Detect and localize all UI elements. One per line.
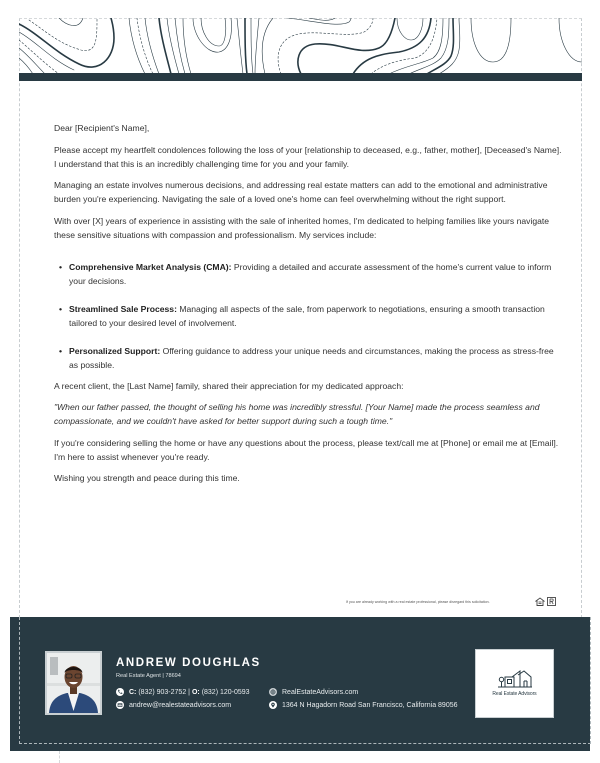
topographic-header	[19, 18, 582, 74]
globe-icon	[269, 688, 277, 696]
testimonial-quote: "When our father passed, the thought of selling his home was incredibly stressful. [Your Name] made the process seamless and compassionate, and we couldn't have asked for better support during such a tough time."	[54, 402, 540, 426]
office-phone[interactable]: (832) 120-0593	[201, 688, 250, 696]
agent-website[interactable]: RealEstateAdvisors.com	[282, 688, 359, 696]
phone-icon	[116, 688, 124, 696]
paragraph-estate: Managing an estate involves numerous decisions, and addressing real estate matters can add to the emotional and administrative burden you're experiencing. Navigating the sale of a loved one's home can feel overwhelming without the right support.	[54, 180, 548, 204]
fold-guide	[59, 751, 61, 763]
website-row	[269, 688, 358, 696]
service-title: Streamlined Sale Process:	[69, 303, 177, 314]
agent-photo	[45, 651, 102, 715]
realtor-icon	[547, 597, 556, 606]
paragraph-experience: With over [X] years of experience in assisting with the sale of inherited homes, I'm dedicated to helping families like yours navigate these sensitive situations with compassion and professionalism. My services include:	[54, 215, 550, 240]
cell-phone[interactable]: (832) 903-2752	[138, 688, 187, 696]
service-text: Managing all aspects of the sale, from paperwork to negotiations, ensuring a smooth transaction tailored to your desired level of involvement.	[69, 303, 545, 328]
phone-row	[116, 688, 250, 696]
header-bar	[19, 73, 582, 81]
cell-label: C:	[129, 688, 137, 696]
agent-name: ANDREW DOUGHLAS	[116, 657, 261, 669]
testimonial-intro: A recent client, the [Last Name] family, shared their appreciation for my dedicated approach:	[54, 380, 404, 391]
logo-text: Real Estate Advisors	[492, 691, 537, 697]
closing: Wishing you strength and peace during this time.	[54, 473, 240, 483]
paragraph-condolences: Please accept my heartfelt condolences following the loss of your [relationship to deceased, e.g., father, mother], [Deceased's Name]. I understand that this is an incredibly challenging time for you and your family.	[54, 144, 562, 169]
service-item	[69, 260, 564, 288]
brokerage-logo	[475, 649, 554, 718]
agent-address: 1364 N Hagadorn Road San Francisco, California 89056	[282, 701, 458, 709]
service-text: Providing a detailed and accurate assessment of the home's current value to inform your decisions.	[69, 261, 552, 286]
email-icon	[116, 701, 124, 709]
equal-housing-icon	[535, 597, 545, 606]
address-row	[269, 701, 458, 709]
letter-body	[54, 121, 564, 493]
contour-lines	[19, 18, 582, 74]
greeting: Dear [Recipient's Name],	[54, 123, 150, 133]
map-pin-icon	[269, 701, 277, 709]
agent-email[interactable]: andrew@realestateadvisors.com	[129, 701, 232, 709]
service-item	[69, 344, 564, 372]
call-to-action: If you're considering selling the home or have any questions about the process, please text/call me at [Phone] or email me at [Email]. I'm here to assist whenever you're ready.	[54, 437, 559, 462]
office-label: O:	[191, 688, 200, 696]
disclaimer: If you are already working with a real estate professional, please disregard this solicitation.	[346, 600, 490, 604]
phone-separator: |	[188, 688, 190, 696]
agent-portrait-image	[47, 653, 100, 713]
service-title: Personalized Support:	[69, 345, 161, 356]
email-row	[116, 701, 231, 709]
services-list	[54, 260, 564, 372]
agent-role: Real Estate Agent | 78694	[116, 673, 181, 679]
service-title: Comprehensive Market Analysis (CMA):	[69, 261, 232, 272]
service-text: Offering guidance to address your unique needs and circumstances, making the process as stress-free as possible.	[69, 345, 554, 370]
house-logo-icon	[498, 670, 532, 688]
service-item	[69, 302, 564, 330]
agent-footer	[10, 617, 590, 751]
